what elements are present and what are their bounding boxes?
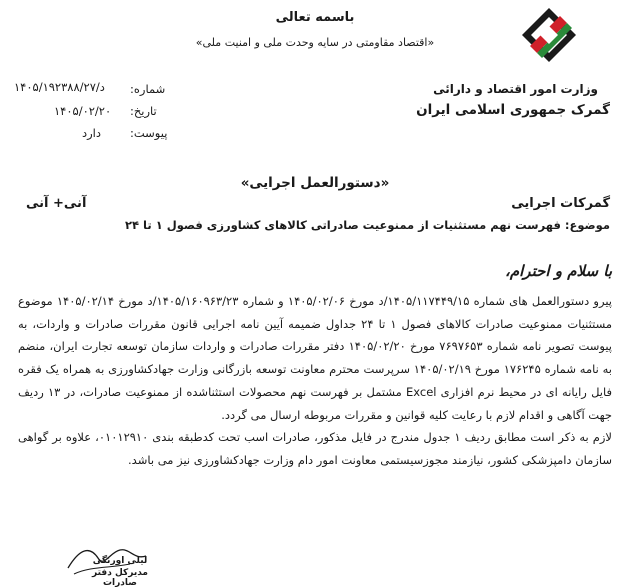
body-paragraph-1: پیرو دستورالعمل های شماره ۱۴۰۵/۱۱۷۴۴۹/۱۵/د مورخ ۱۴۰۵/۰۲/۰۶ و شماره ۱۴۰۵/۱۶۰۹۶۳/۲۳/د مورخ ۱۴۰۵/۰۲/۱۴ موضوع مستثنیات ممنوعیت صادرات کالاهای فصول ۱ تا ۲۴ جداول ضمیمه آیین نامه اجرایی قانون مقررات صادرات و واردات، به پیوست تصویر نامه شماره ۷۶۹۷۶۵۳ مورخ ۱۴۰۵/۰۲/۲۰ دفتر مقررات صادرات و واردات سازمان توسعه تجارت ایران، منضم به نامه شماره ۱۷۶۲۴۵ مورخ ۱۴۰۵/۰۲/۱۹ سرپرست محترم معاونت توسعه بازرگانی وزارت جهادکشاورزی به همراه یک فقره فایل رایانه ای در محیط نرم افزاری Excel مشتمل بر فهرست نهم محصولات استثناشده از ممنوعیت صادرات، در ۱۳ ردیف جهت آگاهی و اقدام لازم با رعایت کلیه قوانین و مقررات مربوطه ارسال می گردد. <box>18 294 613 422</box>
attachment-label: پیوست: <box>130 126 168 140</box>
addressee: گمرکات اجرایی <box>511 196 610 211</box>
ministry-name: وزارت امور اقتصاد و دارائی <box>433 82 598 96</box>
document-title: «دستورالعمل اجرایی» <box>240 175 390 191</box>
subject-line: موضوع: فهرست نهم مستثنیات از ممنوعیت صادراتی کالاهای کشاورزی فصول ۱ تا ۲۴ <box>125 218 610 232</box>
date-label: تاریخ: <box>130 104 157 118</box>
number-label: شماره: <box>130 82 166 96</box>
urgency-label: آنی+ آنی <box>26 196 87 211</box>
signatory-name: لیلی اورنگی <box>92 556 148 566</box>
number-value: د/۱۴۰۵/۱۹۲۳۸۸/۲۷ <box>14 80 105 94</box>
motto: «اقتصاد مقاومتی در سایه وحدت ملی و امنیت ملی» <box>195 36 435 49</box>
attachment-value: دارد <box>82 126 101 140</box>
irica-logo-icon <box>520 6 578 64</box>
date-value: ۱۴۰۵/۰۲/۲۰ <box>54 104 112 118</box>
organization-name: گمرک جمهوری اسلامی ایران <box>416 102 610 118</box>
body-paragraph-2: لازم به ذکر است مطابق ردیف ۱ جدول مندرج در فایل مذکور، صادرات اسب تحت کدطبقه بندی ۰۱۰۱۲۹۱۰، علاوه بر گواهی سازمان دامپزشکی کشور، نیازمند مجوزسیستمی معاونت امور دام وزارت جهادکشاورزی نیز می باشد. <box>18 430 612 467</box>
greeting: با سلام و احترام، <box>505 262 612 280</box>
letter-body <box>18 290 612 472</box>
bismillah: باسمه تعالی <box>275 10 355 25</box>
signatory-title: مدیرکل دفتر صادرات <box>92 568 148 588</box>
